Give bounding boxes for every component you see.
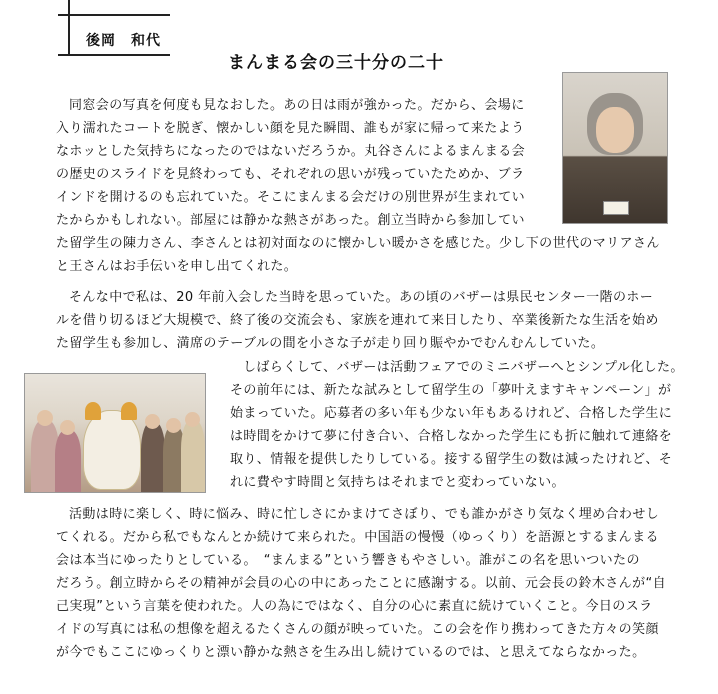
text-line: れに費やす時間と気持ちはそれまでと変わっていない。	[230, 475, 565, 490]
text-line: なホッとした気持ちになったのではないだろうか。丸谷さんによるまんまる会	[56, 144, 526, 159]
group-person	[55, 430, 81, 492]
mascot-character	[83, 410, 141, 490]
text-line: は時間をかけて夢に付き合い、合格しなかった学生にも折に触れて連絡を	[230, 429, 673, 444]
text-line: その前年には、新たな試みとして留学生の「夢叶えますキャンペーン」が	[230, 383, 672, 398]
group-person	[141, 422, 165, 492]
text-line: しばらくして、バザーは活動フェアでのミニバザーへとシンプル化した。	[243, 360, 684, 375]
text-line: 取り、情報を提供したりしている。接する留学生の数は減ったけれど、そ	[230, 452, 673, 467]
text-line: 会は本当にゆったりとしている。 “まんまる”という響きもやさしい。誰がこの名を思いついたの	[56, 553, 640, 568]
author-underline	[58, 54, 170, 56]
text-line: 活動は時に楽しく、時に悩み、時に忙しさにかまけてさぼり、でも誰かがさり気なく埋め合わせし	[69, 507, 660, 522]
mascot-ear	[121, 402, 137, 420]
text-line: そんな中で私は、20 年前入会した当時を思っていた。あの頃のバザーは県民センター一階のホー	[69, 290, 654, 305]
group-person-head	[185, 412, 200, 427]
text-line: インドを開けるのも忘れていた。そこにまんまる会だけの別世界が生まれてい	[56, 190, 526, 205]
paragraph-1-bottom	[56, 232, 690, 278]
text-line: 入り濡れたコートを脱ぎ、懐かしい顔を見た瞬間、誰もが家に帰って来たよう	[56, 121, 525, 136]
text-line: イドの写真には私の想像を超えるたくさんの顔が映っていた。この会を作り携わってきた方々の笑顔	[56, 622, 659, 637]
text-line: た留学生も参加し、満席のテーブルの間を小さな子が走り回り賑やかでむんむんしていた。	[56, 336, 605, 351]
article-title: まんまる会の三十分の二十	[228, 53, 444, 73]
text-line: 始まっていた。応募者の多い年も少ない年もあるけれど、合格した学生に	[230, 406, 673, 421]
name-badge-icon	[603, 201, 629, 215]
group-person-head	[166, 418, 181, 433]
text-line: だろう。創立時からその精神が会員の心の中にあったことに感謝する。以前、元会長の鈴木さんが“自	[56, 576, 667, 591]
corner-line-vertical	[68, 0, 70, 56]
group-person-head	[37, 410, 53, 426]
author-name: 後岡 和代	[86, 33, 161, 49]
group-person-head	[60, 420, 75, 435]
text-line: たからかもしれない。部屋には静かな熱さがあった。創立当時から参加してい	[56, 213, 525, 228]
paragraph-3	[230, 356, 690, 494]
text-line: の歴史のスライドを見終わっても、それぞれの思いが残っていたためか、ブラ	[56, 167, 525, 182]
paragraph-1-top	[56, 94, 550, 232]
portrait-face	[596, 107, 634, 153]
text-line: 己実現”という言葉を使われた。人の為にではなく、自分の心に素直に続けていくこと。今日のスラ	[56, 599, 653, 614]
text-line: と王さんはお手伝いを申し出てくれた。	[56, 259, 298, 274]
text-line: が今でもここにゆっくりと漂い静かな熱さを生み出し続けているのでは、と思えてならなかった。	[56, 645, 646, 660]
paragraph-2	[56, 286, 690, 355]
group-person-head	[145, 414, 160, 429]
mascot-ear	[85, 402, 101, 420]
portrait-photo	[562, 72, 668, 224]
text-line: た留学生の陳力さん、李さんとは初対面なのに懐かしい暖かさを感じた。少し下の世代のマリアさん	[56, 236, 660, 251]
group-person	[181, 420, 205, 492]
group-photo	[24, 373, 206, 493]
paragraph-4	[56, 503, 690, 664]
text-line: てくれる。だから私でもなんとか続けて来られた。中国語の慢慢（ゆっくり）を語源とするまんまる	[56, 530, 659, 545]
text-line: 同窓会の写真を何度も見なおした。あの日は雨が強かった。だから、会場に	[69, 98, 525, 113]
corner-line-horizontal	[58, 14, 170, 16]
text-line: ルを借り切るほど大規模で、終了後の交流会も、家族を連れて来日したり、卒業後新たな生活を始め	[56, 313, 659, 328]
